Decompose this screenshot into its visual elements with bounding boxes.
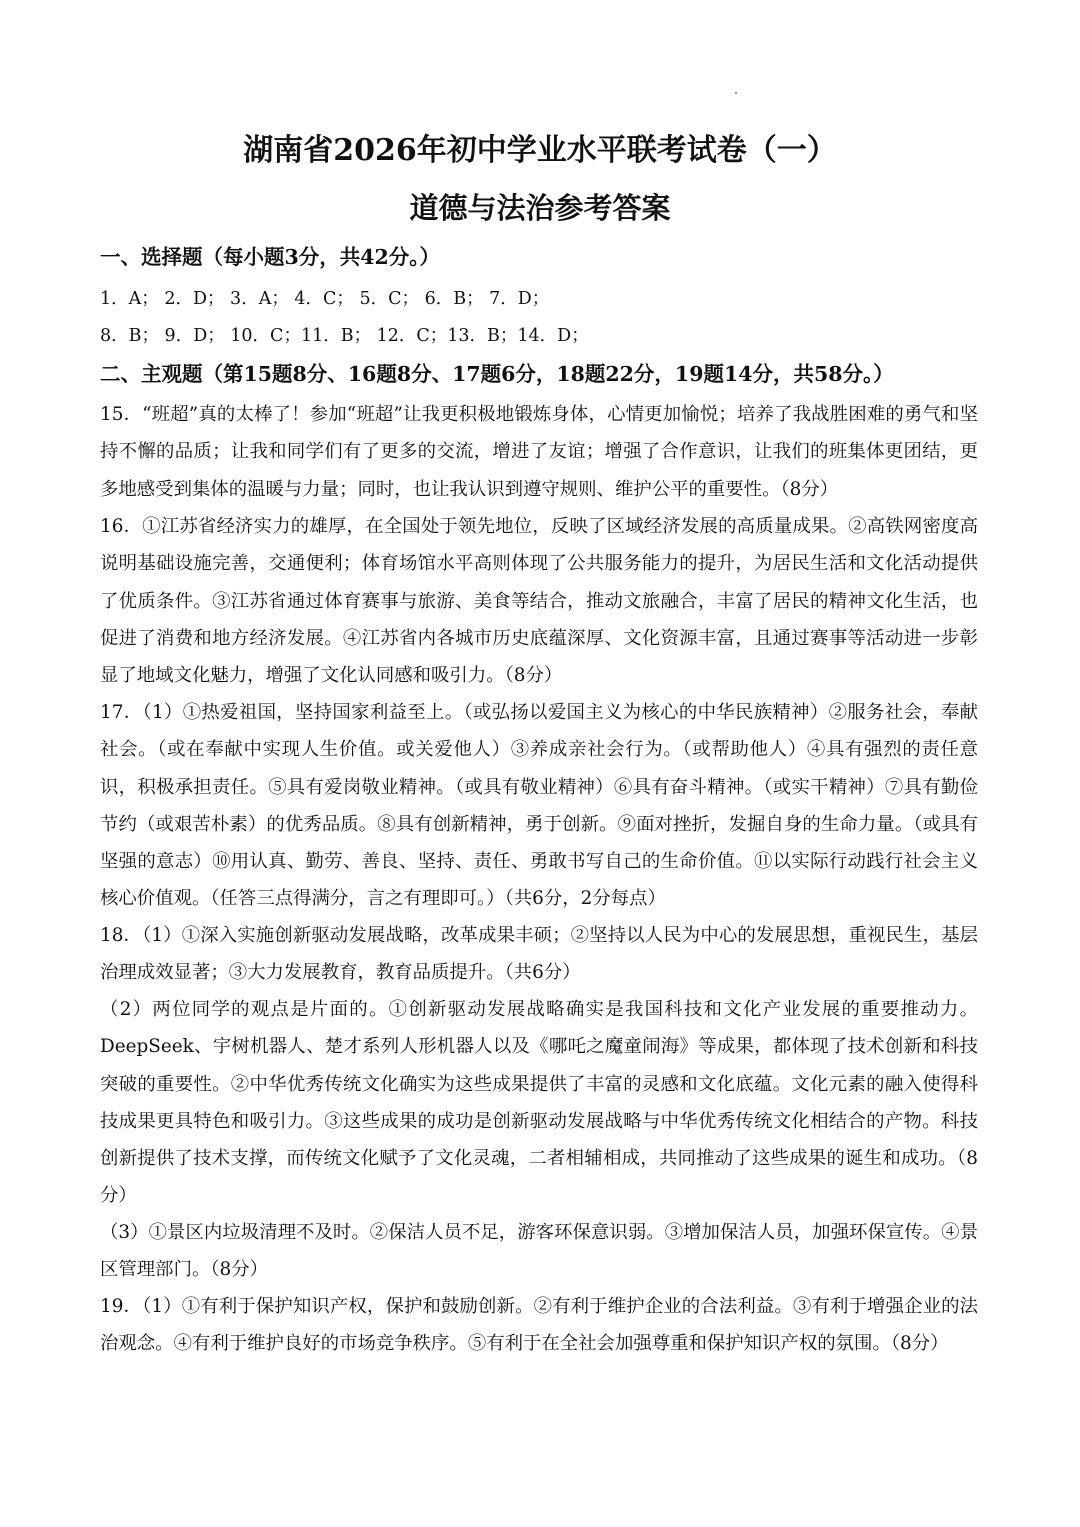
- answer-q19: 19．（1）①有利于保护知识产权，保护和鼓励创新。②有利于维护企业的合法利益。③有利于增强企业的法治观念。④有利于维护良好的市场竞争秩序。⑤有利于在全社会加强尊重和保护知识产权的氛围。（8分）: [100, 1296, 978, 1355]
- answer-q18-part2: （2）两位同学的观点是片面的。①创新驱动发展战略确实是我国科技和文化产业发展的重要推动力。DeepSeek、宇树机器人、楚才系列人形机器人以及《哪吒之魔童闹海》等成果，都体现了技术创新和科技突破的重要性。②中华优秀传统文化确实为这些成果提供了丰富的灵感和文化底蕴。文化元素的融入使得科技成果更具特色和吸引力。③这些成果的成功是创新驱动发展战略与中华优秀传统文化相结合的产物。科技创新提供了技术支撑，而传统文化赋予了文化灵魂，二者相辅相成，共同推动了这些成果的诞生和成功。（8分）: [100, 999, 978, 1207]
- answer-q16: 16．①江苏省经济实力的雄厚，在全国处于领先地位，反映了区域经济发展的高质量成果。②高铁网密度高说明基础设施完善，交通便利；体育场馆水平高则体现了公共服务能力的提升，为居民生活和文化活动提供了优质条件。③江苏省通过体育赛事与旅游、美食等结合，推动文旅融合，丰富了居民的精神文化生活，也促进了消费和地方经济发展。④江苏省内各城市历史底蕴深厚、文化资源丰富，且通过赛事等活动进一步彰显了地域文化魅力，增强了文化认同感和吸引力。（8分）: [100, 516, 978, 687]
- section-heading-subjective: 二、主观题（第15题8分、16题8分、17题6分，18题22分，19题14分，共58分。）: [100, 362, 894, 386]
- choice-answers-line-1: 1．A； 2．D； 3．A； 4．C； 5．C； 6．B； 7．D；: [100, 289, 550, 309]
- answer-q18-part1: 18．（1）①深入实施创新驱动发展战略，改革成果丰硕；②坚持以人民为中心的发展思想，重视民生，基层治理成效显著；③大力发展教育，教育品质提升。（共6分）: [100, 925, 978, 984]
- scan-speck: [735, 92, 737, 94]
- section-heading-choice: 一、选择题（每小题3分，共42分。）: [100, 245, 441, 269]
- answer-q18-part3: （3）①景区内垃圾清理不及时。②保洁人员不足，游客环保意识弱。③增加保洁人员，加强环保宣传。④景区管理部门。（8分）: [100, 1222, 978, 1281]
- page-subtitle: 道德与法治参考答案: [409, 191, 671, 225]
- answer-q15: 15．“班超”真的太棒了！参加“班超”让我更积极地锻炼身体，心情更加愉悦；培养了我战胜困难的勇气和坚持不懈的品质；让我和同学们有了更多的交流，增进了友谊；增强了合作意识，让我们的班集体更团结，更多地感受到集体的温暖与力量；同时，也让我认识到遵守规则、维护公平的重要性。（8分）: [100, 404, 978, 500]
- page-title: 湖南省2026年初中学业水平联考试卷（一）: [243, 133, 837, 168]
- answer-q17: 17．（1）①热爱祖国，坚持国家利益至上。（或弘扬以爱国主义为核心的中华民族精神）②服务社会，奉献社会。（或在奉献中实现人生价值。或关爱他人）③养成亲社会行为。（或帮助他人）④具有强烈的责任意识，积极承担责任。⑤具有爱岗敬业精神。（或具有敬业精神）⑥具有奋斗精神。（或实干精神）⑦具有勤俭节约（或艰苦朴素）的优秀品质。⑧具有创新精神，勇于创新。⑨面对挫折，发掘自身的生命力量。（或具有坚强的意志）⑩用认真、勤劳、善良、坚持、责任、勇敢书写自己的生命价值。⑪以实际行动践行社会主义核心价值观。（任答三点得满分，言之有理即可。）（共6分，2分每点）: [100, 702, 978, 910]
- choice-answers-line-2: 8．B； 9．D； 10．C；11．B； 12．C；13．B；14．D；: [100, 326, 589, 346]
